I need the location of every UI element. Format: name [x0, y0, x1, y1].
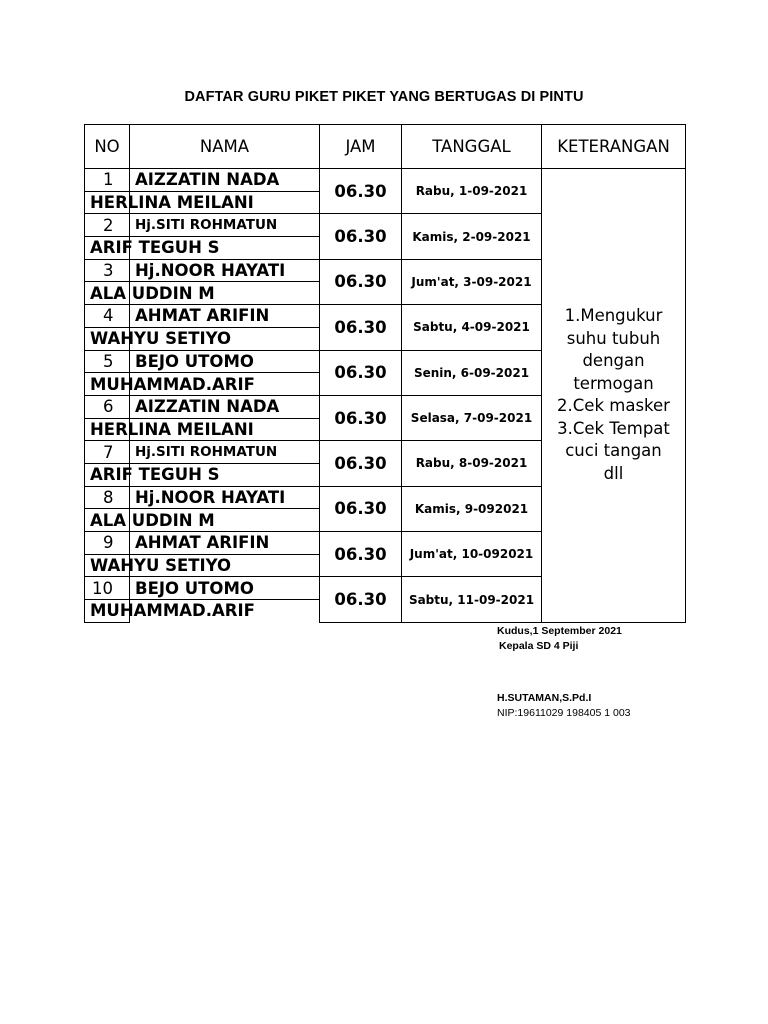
duty-date: Senin, 6-09-2021: [402, 350, 542, 395]
teacher-name: BEJO UTOMO: [130, 350, 320, 373]
header-no: NO: [85, 125, 130, 169]
header-jam: JAM: [320, 125, 402, 169]
signature-place-date: Kudus,1 September 2021: [497, 625, 622, 637]
teacher-name: ALA UDDIN M: [85, 282, 130, 305]
row-number: 6: [85, 395, 130, 418]
duty-date: Kamis, 9-092021: [402, 486, 542, 531]
teacher-name: AHMAT ARIFIN: [130, 305, 320, 328]
teacher-name: Hj.SITI ROHMATUN: [130, 441, 320, 464]
header-nama: NAMA: [130, 125, 320, 169]
duty-time: 06.30: [320, 214, 402, 259]
piket-table: [84, 124, 686, 623]
keterangan-line: 1.Mengukur: [564, 306, 663, 326]
keterangan-cell: [542, 169, 686, 623]
duty-time: 06.30: [320, 169, 402, 214]
duty-time: 06.30: [320, 259, 402, 304]
duty-date: Jum'at, 10-092021: [402, 532, 542, 577]
table-header-row: [85, 125, 686, 169]
teacher-name: MUHAMMAD.ARIF: [85, 600, 130, 623]
duty-time: 06.30: [320, 486, 402, 531]
teacher-name: MUHAMMAD.ARIF: [85, 373, 130, 396]
row-number: 10: [85, 577, 130, 600]
keterangan-line: dll: [603, 463, 624, 483]
teacher-name: WAHYU SETIYO: [85, 327, 130, 350]
document-title: DAFTAR GURU PIKET PIKET YANG BERTUGAS DI PINTU: [184, 89, 584, 105]
teacher-name: AHMAT ARIFIN: [130, 532, 320, 555]
keterangan-line: cuci tangan: [565, 441, 662, 461]
duty-time: 06.30: [320, 350, 402, 395]
signature-nip: NIP:19611029 198405 1 003: [497, 707, 631, 719]
duty-date: Rabu, 1-09-2021: [402, 169, 542, 214]
duty-date: Selasa, 7-09-2021: [402, 395, 542, 440]
duty-date: Sabtu, 4-09-2021: [402, 305, 542, 350]
teacher-name: BEJO UTOMO: [130, 577, 320, 600]
teacher-name: HERLINA MEILANI: [85, 191, 130, 214]
duty-time: 06.30: [320, 441, 402, 486]
header-keterangan: KETERANGAN: [542, 125, 686, 169]
duty-date: Jum'at, 3-09-2021: [402, 259, 542, 304]
row-number: 4: [85, 305, 130, 328]
header-tanggal: TANGGAL: [402, 125, 542, 169]
teacher-name: Hj.NOOR HAYATI: [130, 486, 320, 509]
row-number: 2: [85, 214, 130, 237]
keterangan-line: dengan: [582, 351, 645, 371]
duty-date: Sabtu, 11-09-2021: [402, 577, 542, 622]
duty-time: 06.30: [320, 532, 402, 577]
duty-time: 06.30: [320, 305, 402, 350]
teacher-name: Hj.SITI ROHMATUN: [130, 214, 320, 237]
teacher-name: ARIF TEGUH S: [85, 237, 130, 260]
row-number: 7: [85, 441, 130, 464]
row-number: 5: [85, 350, 130, 373]
teacher-name: ALA UDDIN M: [85, 509, 130, 532]
duty-date: Rabu, 8-09-2021: [402, 441, 542, 486]
teacher-name: Hj.NOOR HAYATI: [130, 259, 320, 282]
keterangan-line: suhu tubuh: [566, 328, 661, 348]
row-number: 1: [85, 169, 130, 192]
keterangan-line: termogan: [573, 373, 654, 393]
keterangan-line: 2.Cek masker: [557, 396, 670, 416]
teacher-name: ARIF TEGUH S: [85, 463, 130, 486]
row-number: 8: [85, 486, 130, 509]
duty-date: Kamis, 2-09-2021: [402, 214, 542, 259]
row-number: 9: [85, 532, 130, 555]
signature-name: H.SUTAMAN,S.Pd.I: [497, 692, 592, 704]
table-row: [85, 169, 686, 192]
teacher-name: WAHYU SETIYO: [85, 554, 130, 577]
row-number: 3: [85, 259, 130, 282]
signature-position: Kepala SD 4 Piji: [499, 640, 579, 652]
duty-time: 06.30: [320, 577, 402, 622]
duty-time: 06.30: [320, 395, 402, 440]
teacher-name: AIZZATIN NADA: [130, 395, 320, 418]
teacher-name: AIZZATIN NADA: [130, 169, 320, 192]
teacher-name: HERLINA MEILANI: [85, 418, 130, 441]
keterangan-line: 3.Cek Tempat: [557, 418, 670, 438]
